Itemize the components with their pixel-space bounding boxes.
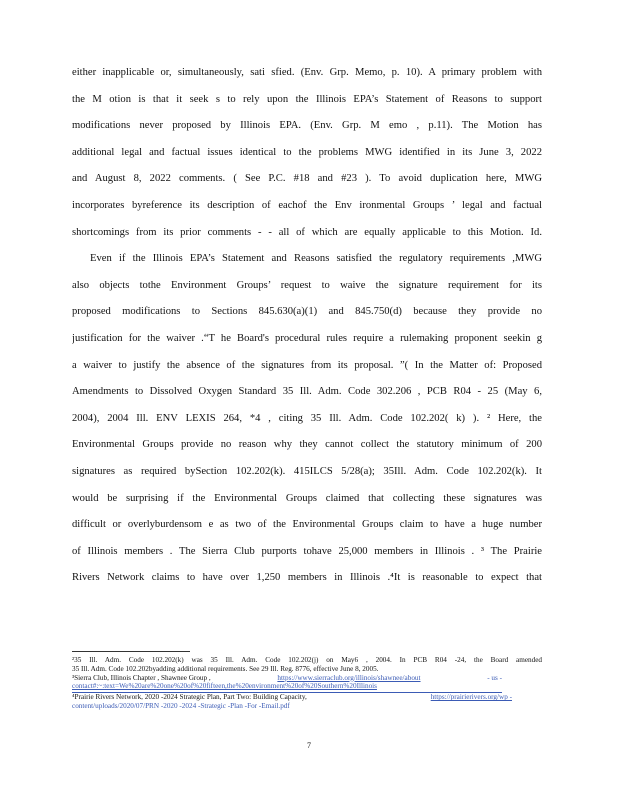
- body-line: 2004), 2004 Ill. ENV LEXIS 264, *4 , citing 35 Ill. Adm. Code 102.202( k) ). ² Here, the: [72, 412, 542, 424]
- prairie-rivers-link-url[interactable]: content/uploads/2020/07/PRN -2020 -2024 -Strategic -Plan -For -Email.pdf: [72, 701, 290, 710]
- sierra-club-link-cont[interactable]: - us -: [487, 673, 502, 682]
- body-line: Even if the Illinois EPA’s Statement and Reasons satisfied the regulatory requirements ,MWG: [90, 253, 542, 265]
- body-line: modifications never proposed by Illinois EPA. (Env. Grp. M emo , p.11). The Motion has: [72, 120, 542, 132]
- body-line: would be surprising if the Environmental Groups claimed that collecting these signatures was: [72, 492, 542, 504]
- body-line: Rivers Network claims to have over 1,250 members in Illinois .⁴It is reasonable to expect that: [72, 572, 542, 584]
- body-line: either inapplicable or, simultaneously, sati sfied. (Env. Grp. Memo, p. 10). A primary problem with: [72, 67, 542, 78]
- body-line: the M otion is that it seek s to rely upon the Illinois EPA’s Statement of Reasons to support: [72, 93, 542, 105]
- body-line: signatures as required bySection 102.202(k). 415ILCS 5/28(a); 35Ill. Adm. Code 102.202(k). It: [72, 465, 542, 477]
- body-line: Environmental Groups provide no reason why they cannot collect the statutory minimum of 200: [72, 439, 542, 451]
- body-line: also objects tothe Environment Groups’ request to waive the signature requirement for its: [72, 279, 542, 291]
- body-line: incorporates byreference its description of eachof the Env ironmental Groups ’ legal and factual: [72, 199, 542, 211]
- footnote-2-line-2: 35 Ill. Adm. Code 102.202byadding additional requirements. See 29 Ill. Reg. 8776, effective June 8, 2005.: [72, 664, 379, 673]
- footnote-3-line-1: [72, 674, 542, 683]
- footnote-4-source: ⁴Prairie Rivers Network, 2020 -2024 Strategic Plan, Part Two: Building Capacity,: [72, 693, 307, 702]
- sierra-club-link-url[interactable]: contact#:~:text=We%20are%20one%20of%20fifteen,the%20environment%20of%20Southern%20Illinois: [72, 682, 377, 691]
- prairie-rivers-link[interactable]: https://prairierivers.org/wp -: [430, 693, 512, 702]
- body-text: [72, 66, 542, 598]
- body-line: of Illinois members . The Sierra Club purports tohave 25,000 members in Illinois . ³ The Prairie: [72, 545, 542, 557]
- body-line: a waiver to justify the absence of the signatures from its proposal. ”( In the Matter of: Proposed: [72, 359, 542, 371]
- body-line: justification for the waiver .“T he Board's procedural rules require a rulemaking proponent seekin g: [72, 332, 542, 344]
- footnote-3-source: ³Sierra Club, Illinois Chapter , Shawnee Group ,: [72, 673, 211, 682]
- body-line: additional legal and factual issues identical to the problems MWG identified in its June 3, 2022: [72, 146, 542, 158]
- sierra-club-link[interactable]: https://www.sierraclub.org/illinois/shawnee/about: [277, 673, 421, 682]
- footnotes: [72, 656, 542, 711]
- body-line: shortcomings from its prior comments - - all of which are equally applicable to this Motion. Id.: [72, 226, 542, 238]
- body-line: proposed modifications to Sections 845.630(a)(1) and 845.750(d) because they provide no: [72, 306, 542, 318]
- page-number: 7: [307, 741, 311, 750]
- body-line: Amendments to Dissolved Oxygen Standard 35 Ill. Adm. Code 302.206 , PCB R04 - 25 (May 6,: [72, 386, 542, 398]
- footnote-separator: [72, 651, 190, 652]
- footnote-2-line-1: ²35 Ill. Adm. Code 102.202(k) was 35 Ill. Adm. Code 102.202(j) on May6 , 2004. In PCB R04 -24, the Board amended: [72, 656, 542, 664]
- footnote-4-line-1: [72, 693, 542, 702]
- body-line: and August 8, 2022 comments. ( See P.C. #18 and #23 ). To avoid duplication here, MWG: [72, 173, 542, 185]
- body-line: difficult or overlyburdensom e as two of the Environmental Groups claim to have a huge number: [72, 519, 542, 531]
